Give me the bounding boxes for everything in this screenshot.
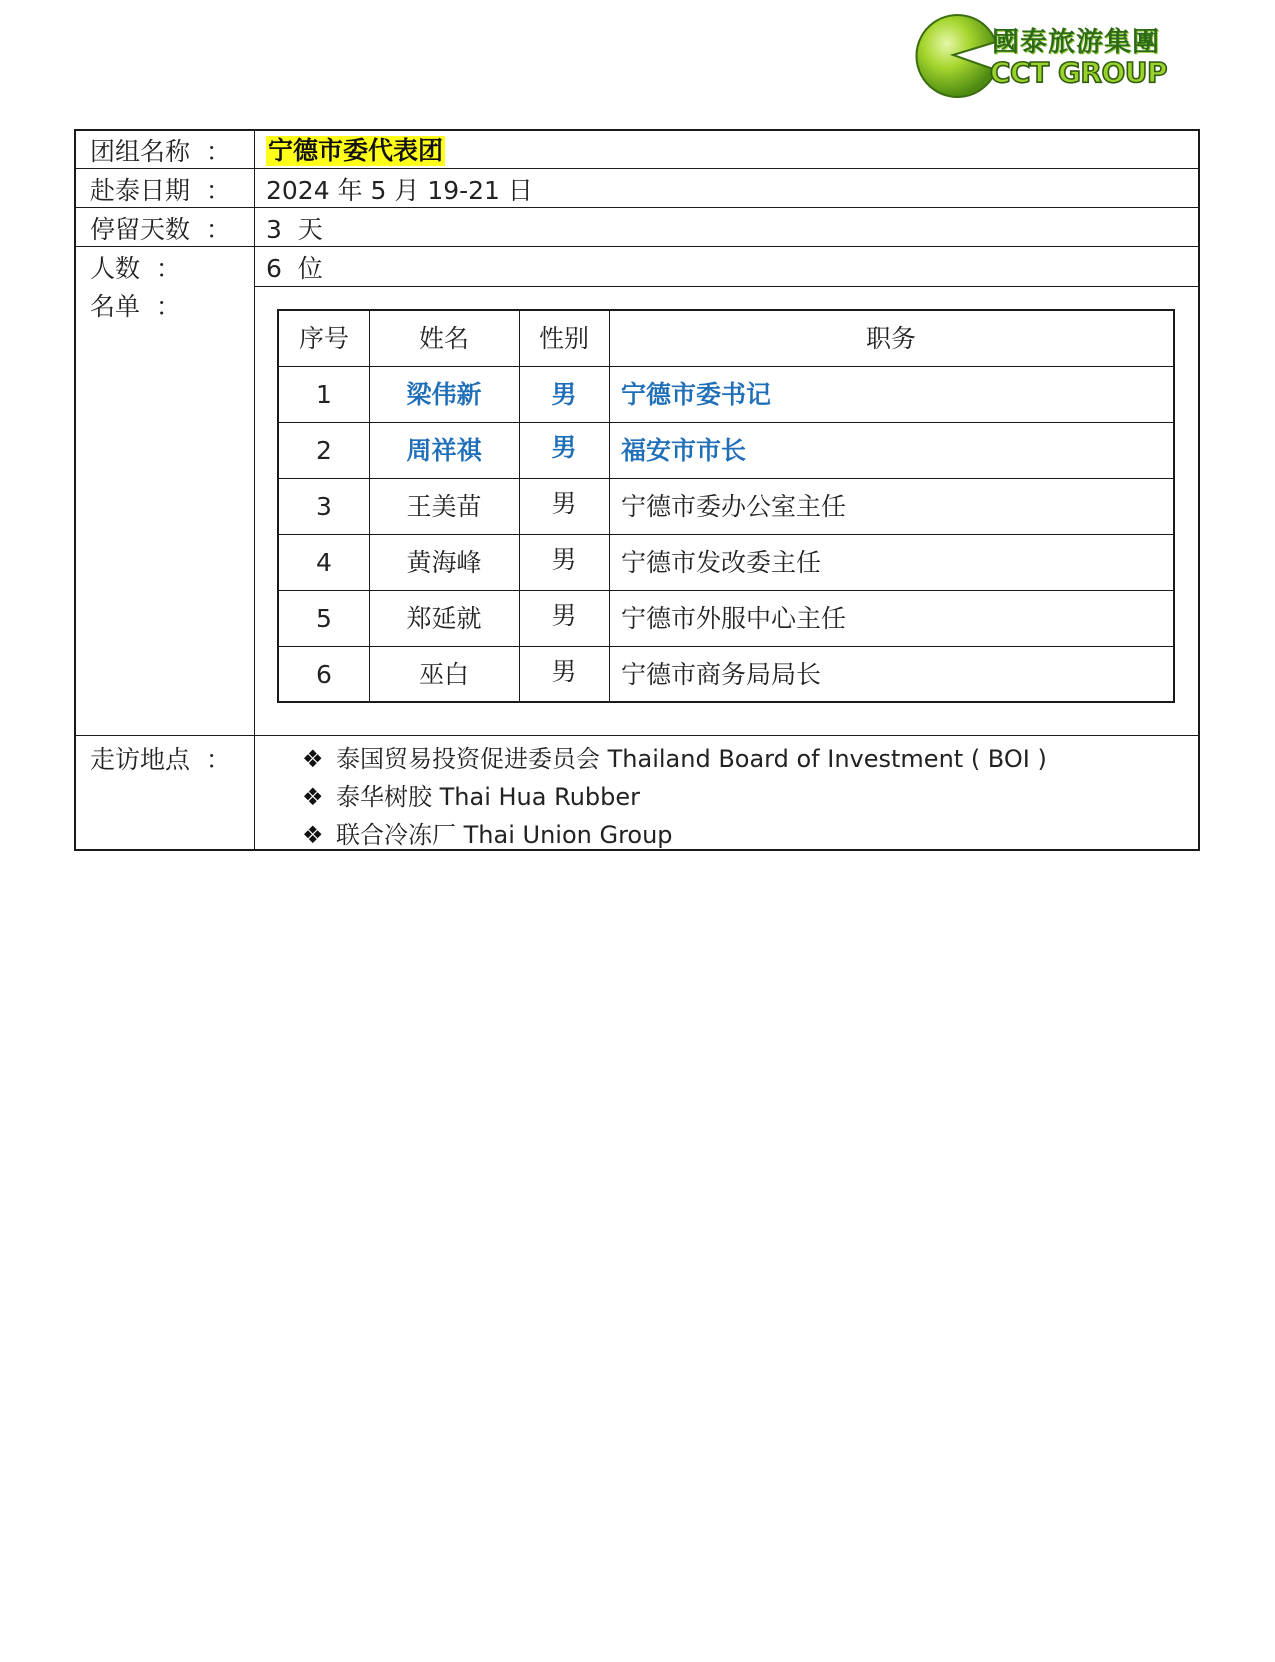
table-cell-position: 福安市市长 <box>621 436 747 465</box>
visit-location-text: 泰国贸易投资促进委员会 Thailand Board of Investment ( BOI ) <box>336 745 1047 773</box>
header-position: 职务 <box>865 324 916 353</box>
table-cell-position: 宁德市委书记 <box>621 380 772 409</box>
table-cell-serial: 3 <box>316 492 332 521</box>
delegation-roster-table <box>277 309 1175 703</box>
stay-days-label: 停留天数 ： <box>90 215 231 244</box>
header-gender: 性别 <box>538 324 589 353</box>
table-cell-gender: 男 <box>551 657 577 686</box>
cct-group-logo <box>910 12 1168 98</box>
visit-location-text: 联合冷冻厂 Thai Union Group <box>336 821 673 849</box>
headcount-value: 6 位 <box>266 254 323 283</box>
header-serial-number: 序号 <box>298 324 349 353</box>
table-cell-serial: 1 <box>316 380 332 409</box>
group-name-label: 团组名称 ： <box>90 137 231 166</box>
table-cell-name: 梁伟新 <box>406 380 482 409</box>
table-cell-name: 巫白 <box>418 659 469 689</box>
group-name-value: 宁德市委代表团 <box>268 136 444 165</box>
table-cell-serial: 5 <box>316 604 332 633</box>
logo-english-name: CCT GROUP <box>990 56 1168 89</box>
visit-location-item <box>302 823 673 847</box>
header-name: 姓名 <box>418 324 469 353</box>
table-cell-gender: 男 <box>551 489 577 518</box>
table-cell-position: 宁德市商务局局长 <box>621 659 822 689</box>
visit-location-item <box>302 785 640 809</box>
row-divider <box>76 735 1198 736</box>
table-cell-name: 周祥祺 <box>406 436 482 465</box>
column-divider <box>254 131 255 849</box>
table-cell-gender: 男 <box>551 545 577 574</box>
pacman-logo-icon <box>910 12 1000 98</box>
logo-chinese-name: 國泰旅游集團 <box>992 27 1160 58</box>
diamond-bullet-icon: ❖ <box>302 783 324 811</box>
row-divider <box>76 168 1198 169</box>
table-cell-serial: 4 <box>316 548 332 577</box>
headcount-label: 人数 ： <box>90 254 181 283</box>
table-cell-name: 郑延就 <box>406 604 482 633</box>
row-divider <box>254 286 1198 287</box>
visit-date-label: 赴泰日期 ： <box>90 176 231 205</box>
table-cell-position: 宁德市发改委主任 <box>621 548 822 577</box>
table-cell-serial: 2 <box>316 436 332 465</box>
table-cell-name: 黄海峰 <box>406 548 482 577</box>
roster-label: 名单 ： <box>90 292 181 321</box>
visit-locations-label: 走访地点 ： <box>90 745 231 774</box>
visit-location-item <box>302 747 1047 771</box>
diamond-bullet-icon: ❖ <box>302 745 324 773</box>
table-cell-gender: 男 <box>551 380 577 409</box>
table-cell-position: 宁德市外服中心主任 <box>621 604 847 633</box>
row-divider <box>76 207 1198 208</box>
table-cell-serial: 6 <box>316 659 332 689</box>
diamond-bullet-icon: ❖ <box>302 821 324 849</box>
table-cell-name: 王美苗 <box>406 492 482 521</box>
table-cell-gender: 男 <box>551 433 577 462</box>
row-divider <box>76 246 1198 247</box>
stay-days-value: 3 天 <box>266 215 323 244</box>
visit-date-value: 2024 年 5 月 19-21 日 <box>266 176 533 205</box>
table-cell-gender: 男 <box>551 601 577 630</box>
visit-location-text: 泰华树胶 Thai Hua Rubber <box>336 783 641 811</box>
table-cell-position: 宁德市委办公室主任 <box>621 492 847 521</box>
